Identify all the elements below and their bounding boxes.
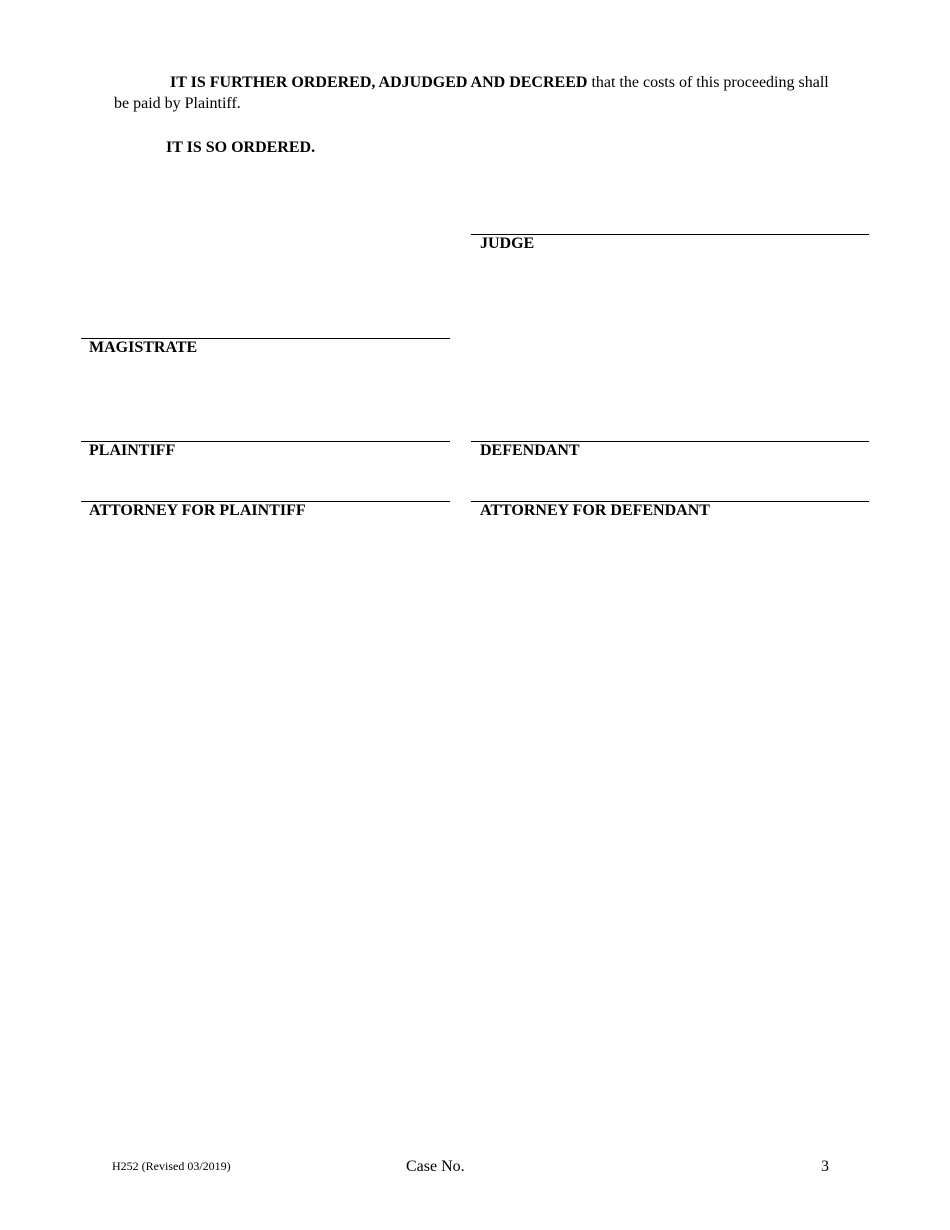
plaintiff-label: PLAINTIFF [89, 442, 176, 459]
case-number-label: Case No. [406, 1158, 465, 1175]
judge-label: JUDGE [480, 235, 535, 252]
form-revision-id: H252 (Revised 03/2019) [112, 1159, 231, 1173]
decree-paragraph [114, 72, 844, 114]
attorney-defendant-label: ATTORNEY FOR DEFENDANT [480, 502, 710, 519]
defendant-label: DEFENDANT [480, 442, 580, 459]
attorney-plaintiff-label: ATTORNEY FOR PLAINTIFF [89, 502, 306, 519]
decree-bold-text: IT IS FURTHER ORDERED, ADJUDGED AND DECREED [170, 74, 588, 91]
page-number: 3 [821, 1158, 829, 1175]
so-ordered-heading: IT IS SO ORDERED. [166, 139, 316, 156]
decree-text: that the costs of this proceeding shall be paid by Plaintiff. [114, 74, 829, 112]
magistrate-label: MAGISTRATE [89, 339, 198, 356]
